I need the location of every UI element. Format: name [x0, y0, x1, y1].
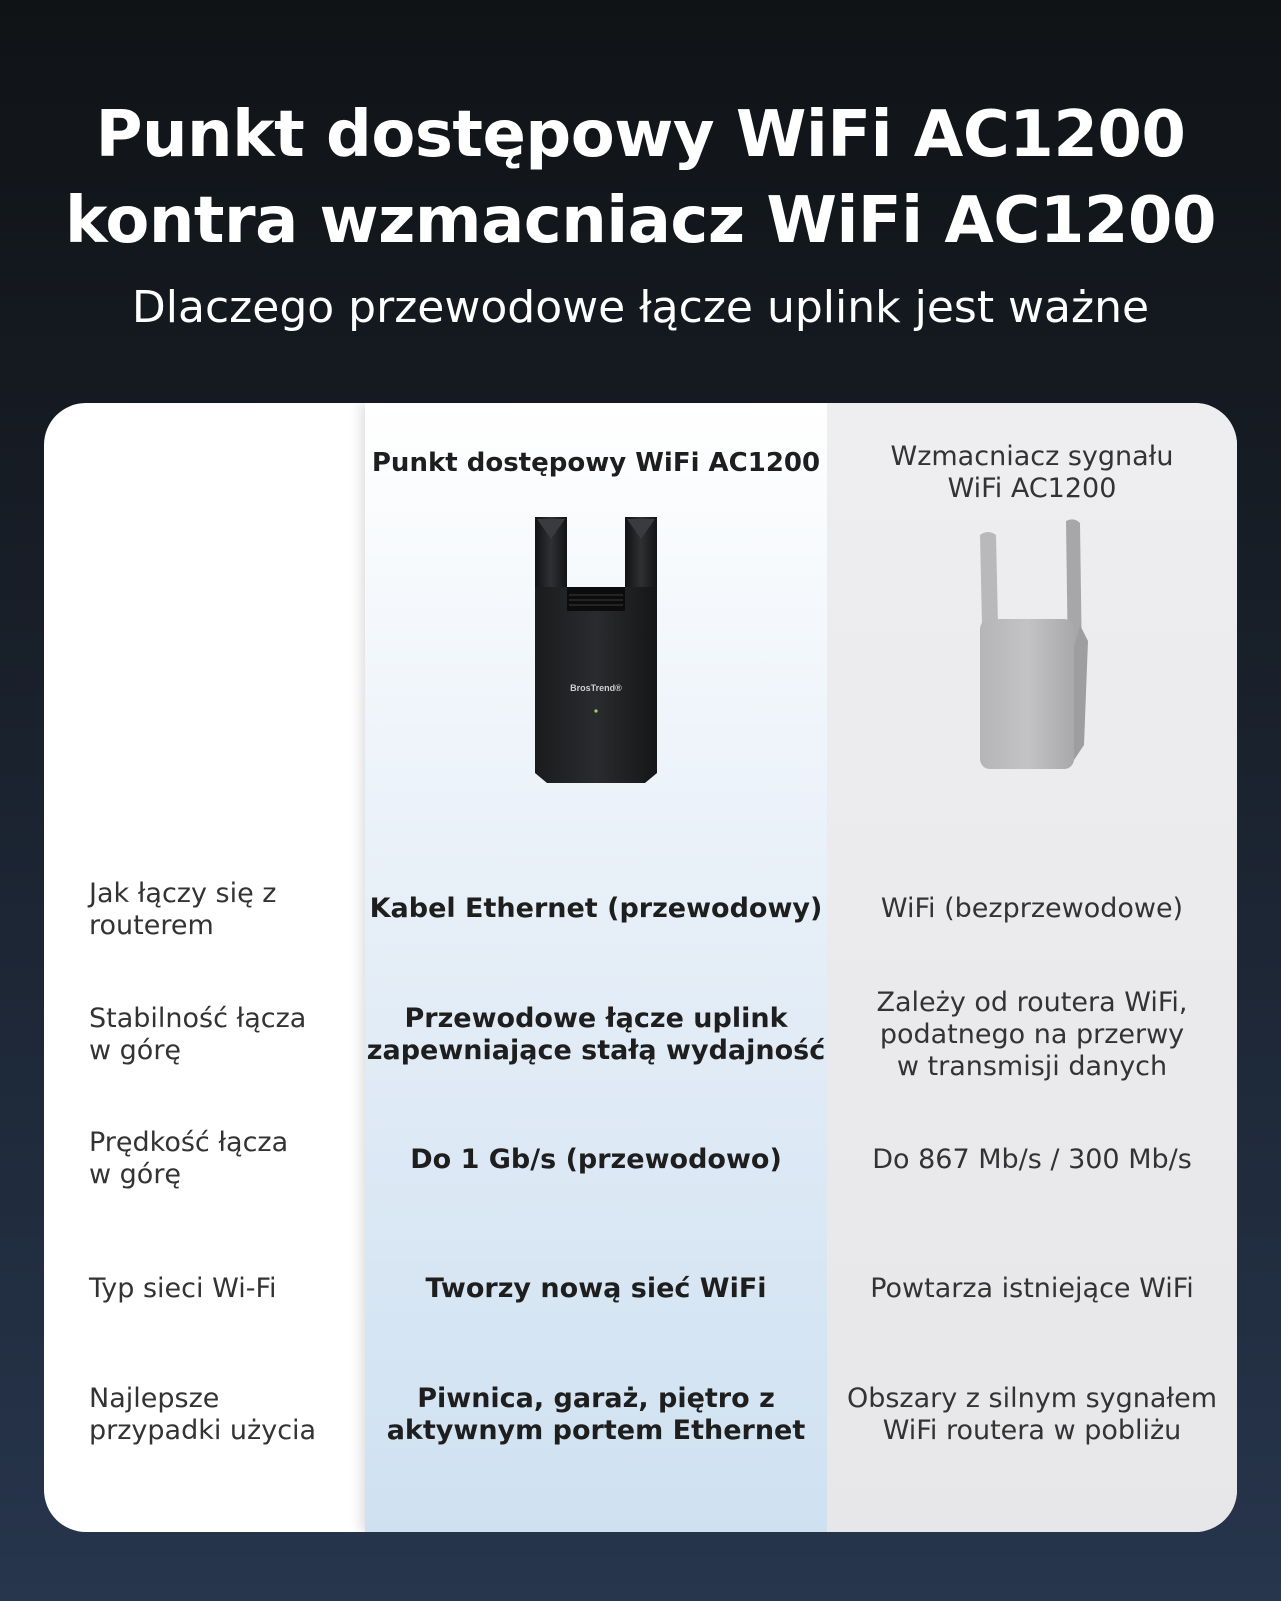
- row-label-use-cases: Najlepsze przypadki użycia: [89, 1383, 317, 1446]
- ap-value-stability: Przewodowe łącze uplink zapewniające stałą wydajność: [366, 1003, 826, 1066]
- extender-device-image: [964, 515, 1094, 785]
- ap-value-use-cases: Piwnica, garaż, piętro z aktywnym portem Ethernet: [386, 1383, 806, 1446]
- title-line-1: Punkt dostępowy WiFi AC1200: [95, 98, 1186, 172]
- row-label-speed: Prędkość łącza w górę: [89, 1127, 289, 1190]
- status-led: [594, 709, 597, 712]
- title-line-2: kontra wzmacniacz WiFi AC1200: [65, 184, 1216, 258]
- comparison-table: [44, 403, 1237, 1532]
- row-label-connection: Jak łączy się z routerem: [89, 878, 277, 941]
- row-label-network-type: Typ sieci Wi-Fi: [89, 1273, 277, 1304]
- ap-value-network-type: Tworzy nową sieć WiFi: [425, 1273, 767, 1304]
- access-point-device-image: [533, 515, 659, 787]
- device-body: [980, 619, 1074, 769]
- ext-value-network-type: Powtarza istniejące WiFi: [870, 1273, 1194, 1304]
- ap-value-connection: Kabel Ethernet (przewodowy): [369, 893, 823, 924]
- page-title: [0, 92, 1281, 264]
- extender-heading-line-1: Wzmacniacz sygnału: [890, 441, 1174, 472]
- extender-heading-line-2: WiFi AC1200: [947, 473, 1117, 504]
- access-point-heading: Punkt dostępowy WiFi AC1200: [371, 448, 821, 478]
- page-subtitle: Dlaczego przewodowe łącze uplink jest ważne: [131, 282, 1150, 333]
- ext-value-stability: Zależy od routera WiFi, podatnego na przerwy w transmisji danych: [876, 987, 1188, 1082]
- row-label-stability: Stabilność łącza w górę: [89, 1003, 307, 1066]
- device-brand-label: BrosTrend®: [570, 683, 622, 693]
- ext-value-use-cases: Obszary z silnym sygnałem WiFi routera w pobliżu: [846, 1383, 1218, 1446]
- extender-heading: [827, 441, 1237, 505]
- ap-value-speed: Do 1 Gb/s (przewodowo): [410, 1144, 782, 1175]
- ext-value-speed: Do 867 Mb/s / 300 Mb/s: [872, 1144, 1192, 1175]
- left-antenna: [980, 532, 998, 625]
- ext-value-connection: WiFi (bezprzewodowe): [880, 893, 1184, 924]
